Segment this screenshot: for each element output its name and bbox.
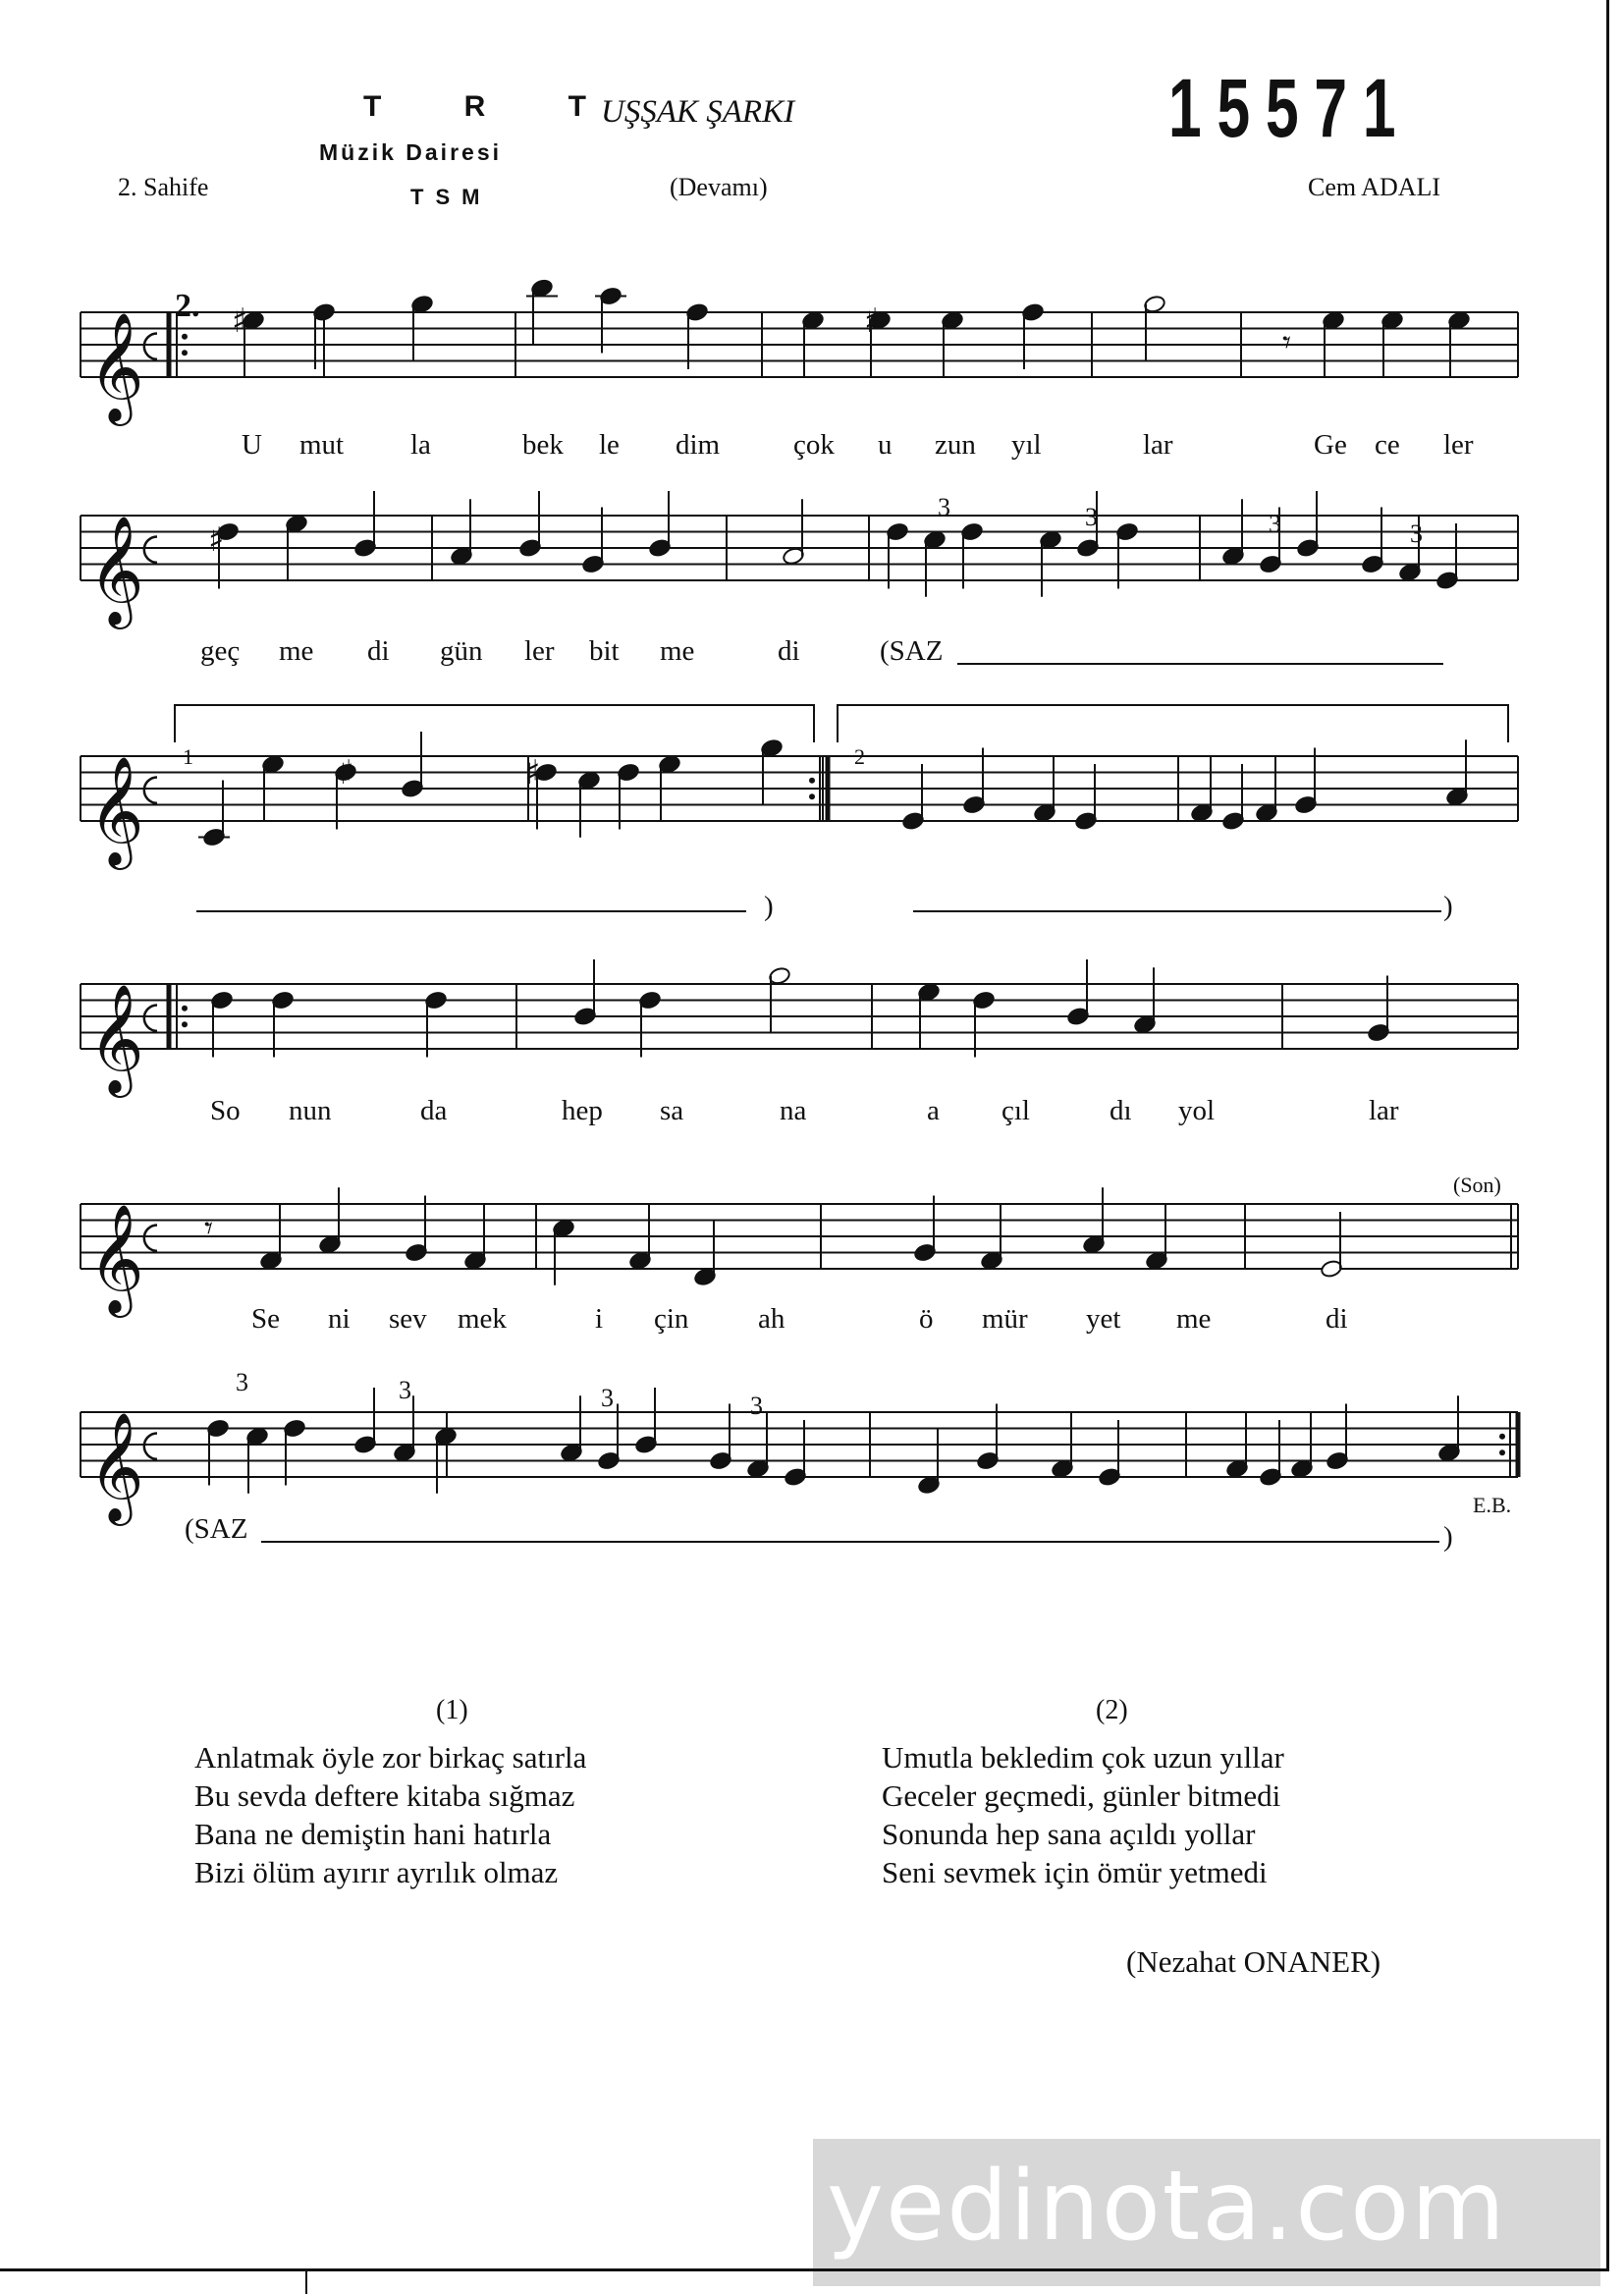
lyric-syllable: So [210, 1095, 241, 1126]
lyric-syllable: zun [935, 429, 976, 461]
lyric-syllable: dı [1110, 1095, 1132, 1126]
tsm-stamp: TSM [410, 185, 492, 209]
trt-stamp: T R T [363, 90, 623, 123]
lyric-syllable: la [410, 429, 431, 461]
lyric-syllable: yol [1178, 1095, 1216, 1126]
lyric-syllable: dim [676, 429, 721, 461]
lyric-syllable: ni [328, 1303, 351, 1335]
lyric-syllable: gün [440, 635, 483, 667]
volta-bracket-1 [175, 705, 814, 742]
lyric-syllable: a [927, 1095, 940, 1126]
sharp-icon: ♯ [338, 753, 354, 792]
lyric-syllable: nun [289, 1095, 332, 1126]
lyric-syllable: na [780, 1095, 807, 1126]
composer-name: Cem ADALI [1308, 173, 1441, 201]
lyric-syllable: ö [919, 1303, 934, 1335]
lyricist-credit: (Nezahat ONANER) [1126, 1944, 1381, 1979]
lyric-syllable: di [1326, 1303, 1348, 1335]
lyric-syllable: mek [458, 1303, 507, 1335]
continuation-label: (Devamı) [670, 173, 768, 201]
lyric-syllable: mür [982, 1303, 1028, 1335]
repeat-dot-icon [182, 334, 188, 340]
treble-clef-icon: 𝄞 [88, 311, 144, 421]
triplet-mark: 3 [601, 1384, 614, 1412]
catalog-number: 15571 [1168, 62, 1412, 154]
lyric-syllable: bek [522, 429, 564, 461]
lyric-syllable: geç [200, 635, 241, 667]
stanza-2 [882, 1738, 1284, 1891]
department-stamp: Müzik Dairesi [319, 139, 502, 165]
lyric-syllable: i [595, 1303, 604, 1335]
lyric-syllable: ce [1375, 429, 1400, 461]
repeat-dot-icon [1499, 1434, 1505, 1440]
lyric-syllable: da [420, 1095, 448, 1126]
treble-clef-icon: 𝄞 [88, 1203, 144, 1313]
sharp-icon: ♯ [232, 301, 248, 341]
stanza-2-label: (2) [1096, 1695, 1128, 1725]
section-number: 2. [175, 288, 200, 324]
repeat-dot-icon [182, 1021, 188, 1027]
sharp-icon: ♯ [524, 753, 541, 792]
repeat-dot-icon [1499, 1449, 1505, 1455]
lyric-syllable: sev [389, 1303, 427, 1335]
lyric-syllable: ah [758, 1303, 785, 1335]
lyric-syllable: ler [524, 635, 555, 667]
volta-2-label: 2 [854, 744, 865, 769]
time-signature-icon [144, 1225, 157, 1250]
sharp-icon: ♯ [864, 301, 881, 341]
treble-clef-icon: 𝄞 [88, 1411, 144, 1521]
stanza-line: Umutla bekledim çok uzun yıllar [882, 1740, 1284, 1775]
time-signature-icon [144, 1433, 157, 1458]
lyric-syllable: çin [654, 1303, 689, 1335]
lyric-syllable: U [242, 429, 262, 461]
lyric-syllable: me [660, 635, 695, 667]
time-signature-icon [144, 1005, 157, 1030]
time-signature-icon [144, 333, 157, 358]
triplet-mark: 3 [1085, 503, 1098, 531]
close-paren: ) [1443, 891, 1453, 922]
repeat-dot-icon [182, 1006, 188, 1011]
lyric-syllable: sa [660, 1095, 684, 1126]
eighth-rest-icon: 𝄾 [1282, 323, 1292, 362]
lyric-syllable: mut [299, 429, 345, 461]
lyric-syllable: u [878, 429, 893, 461]
lyric-syllable: lar [1143, 429, 1173, 461]
page-border-bottom [0, 2268, 1609, 2271]
son-marker: (Son) [1453, 1173, 1501, 1197]
treble-clef-icon: 𝄞 [88, 983, 144, 1093]
saz-label: (SAZ [880, 635, 944, 667]
close-paren: ) [764, 891, 774, 922]
lyric-syllable: le [599, 429, 620, 461]
close-paren: ) [1443, 1521, 1453, 1553]
treble-clef-icon: 𝄞 [88, 515, 144, 625]
triplet-mark: 3 [938, 493, 950, 521]
volta-bracket-2 [838, 705, 1508, 742]
lyric-syllable: di [367, 635, 390, 667]
repeat-dot-icon [809, 793, 815, 799]
sharp-icon: ♯ [208, 520, 225, 560]
lyrics-line-2 [200, 635, 943, 667]
watermark-text: yedinota.com [827, 2151, 1507, 2263]
treble-clef-icon: 𝄞 [88, 755, 144, 865]
stanza-line: Sonunda hep sana açıldı yollar [882, 1817, 1256, 1851]
lyric-syllable: di [778, 635, 800, 667]
lyric-syllable: me [279, 635, 314, 667]
stanza-line: Bana ne demiştin hani hatırla [194, 1817, 552, 1851]
lyric-syllable: bit [589, 635, 620, 667]
lyric-syllable: Ge [1314, 429, 1347, 461]
triplet-mark: 3 [1269, 510, 1281, 538]
repeat-dot-icon [809, 778, 815, 784]
lyric-syllable: hep [562, 1095, 603, 1126]
stanza-line: Geceler geçmedi, günler bitmedi [882, 1778, 1281, 1813]
stanza-line: Bizi ölüm ayırır ayrılık olmaz [194, 1855, 559, 1889]
lyric-syllable: çok [793, 429, 835, 461]
lyrics-line-4 [210, 1095, 1399, 1126]
stanza-line: Bu sevda deftere kitaba sığmaz [194, 1778, 575, 1813]
song-title: UŞŞAK ŞARKI [601, 94, 795, 130]
lyric-syllable: Se [251, 1303, 280, 1335]
page-label: 2. Sahife [118, 173, 209, 201]
page-border-right [1606, 0, 1609, 2268]
eighth-rest-icon: 𝄾 [204, 1209, 214, 1248]
arranger-initials: E.B. [1473, 1493, 1512, 1517]
lyric-syllable: lar [1369, 1095, 1399, 1126]
stanza-line: Seni sevmek için ömür yetmedi [882, 1855, 1268, 1889]
lyric-syllable: çıl [1001, 1095, 1030, 1126]
lyric-syllable: me [1176, 1303, 1212, 1335]
triplet-mark: 3 [399, 1376, 411, 1404]
lyric-syllable: yıl [1011, 429, 1042, 461]
lyrics-line-1 [242, 429, 1474, 461]
lyric-syllable: ler [1443, 429, 1474, 461]
staves-group [81, 311, 1518, 1526]
stanza-1-label: (1) [436, 1695, 468, 1725]
triplet-mark: 3 [750, 1392, 763, 1420]
saz-label: (SAZ [185, 1513, 248, 1545]
volta-1-label: 1 [183, 744, 193, 769]
time-signature-icon [144, 536, 157, 562]
triplet-mark: 3 [236, 1368, 248, 1396]
repeat-dot-icon [182, 350, 188, 355]
stanza-1 [194, 1738, 586, 1891]
lyric-syllable: yet [1086, 1303, 1121, 1335]
triplet-mark: 3 [1410, 519, 1423, 548]
page-border-tick [305, 2268, 307, 2294]
lyrics-line-5 [251, 1303, 1348, 1335]
stanza-line: Anlatmak öyle zor birkaç satırla [194, 1740, 587, 1775]
time-signature-icon [144, 777, 157, 802]
